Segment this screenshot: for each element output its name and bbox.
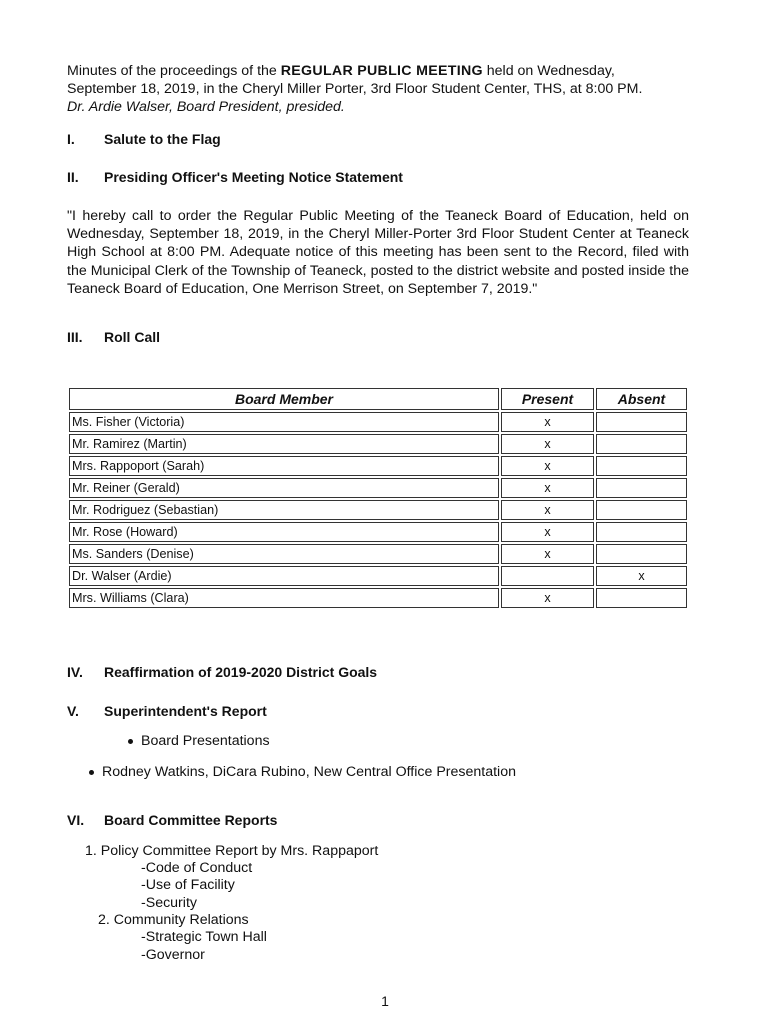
present-mark: x xyxy=(501,456,594,476)
member-name: Dr. Walser (Ardie) xyxy=(69,566,499,586)
absent-mark xyxy=(596,412,687,432)
intro-paragraph xyxy=(67,62,697,116)
section-heading-5 xyxy=(67,703,267,719)
absent-mark xyxy=(596,588,687,608)
absent-mark xyxy=(596,522,687,542)
header-board-member: Board Member xyxy=(69,388,499,410)
header-present: Present xyxy=(501,388,594,410)
present-mark: x xyxy=(501,478,594,498)
present-mark xyxy=(501,566,594,586)
committee-subitem: -Governor xyxy=(141,947,205,963)
table-row xyxy=(69,456,687,476)
section-number: IV. xyxy=(67,664,83,680)
present-mark: x xyxy=(501,522,594,542)
member-name: Mr. Rose (Howard) xyxy=(69,522,499,542)
present-mark: x xyxy=(501,588,594,608)
section-number: VI. xyxy=(67,812,85,828)
table-row xyxy=(69,566,687,586)
member-name: Mrs. Williams (Clara) xyxy=(69,588,499,608)
section-number: I. xyxy=(67,131,75,147)
present-mark: x xyxy=(501,412,594,432)
table-row xyxy=(69,478,687,498)
absent-mark xyxy=(596,544,687,564)
intro-line2: September 18, 2019, in the Cheryl Miller Porter, 3rd Floor Student Center, THS, at 8:00 PM. xyxy=(67,81,643,97)
list-item xyxy=(128,733,270,749)
section-title: Presiding Officer's Meeting Notice Statement xyxy=(104,169,403,185)
member-name: Mr. Reiner (Gerald) xyxy=(69,478,499,498)
absent-mark xyxy=(596,478,687,498)
notice-statement-quote: "I hereby call to order the Regular Public Meeting of the Teaneck Board of Education, held on Wednesday, September 18, 2019, in the Cheryl Miller-Porter 3rd Floor Student Center at Teaneck High School at 8:00 PM. Adequate notice of this meeting has been sent to the Record, filed with the Municipal Clerk of the Township of Teaneck, posted to the district website and posted inside the Teaneck Board of Education, One Merrison Street, on September 7, 2019." xyxy=(67,208,689,297)
absent-mark xyxy=(596,456,687,476)
bullet-text: Rodney Watkins, DiCara Rubino, New Central Office Presentation xyxy=(102,764,516,780)
committee-subitem: -Security xyxy=(141,895,197,911)
bullet-icon xyxy=(89,770,94,775)
committee-subitem: -Code of Conduct xyxy=(141,860,253,876)
header-absent: Absent xyxy=(596,388,687,410)
present-mark: x xyxy=(501,500,594,520)
absent-mark: x xyxy=(596,566,687,586)
section-title: Salute to the Flag xyxy=(104,131,221,147)
section-number: II. xyxy=(67,169,79,185)
table-row xyxy=(69,522,687,542)
section-title: Reaffirmation of 2019-2020 District Goals xyxy=(104,664,378,680)
roll-call-table xyxy=(67,386,689,610)
committee-item-2: 2. Community Relations xyxy=(98,912,249,928)
member-name: Mrs. Rappoport (Sarah) xyxy=(69,456,499,476)
member-name: Mr. Ramirez (Martin) xyxy=(69,434,499,454)
page-number: 1 xyxy=(381,993,389,1009)
section-number: V. xyxy=(67,703,79,719)
table-row xyxy=(69,500,687,520)
present-mark: x xyxy=(501,434,594,454)
section-heading-6 xyxy=(67,812,277,828)
table-row xyxy=(69,544,687,564)
bullet-icon xyxy=(128,739,133,744)
member-name: Mr. Rodriguez (Sebastian) xyxy=(69,500,499,520)
intro-line1-rest: held on Wednesday, xyxy=(486,63,615,79)
section-title: Board Committee Reports xyxy=(104,812,278,828)
absent-mark xyxy=(596,500,687,520)
member-name: Ms. Sanders (Denise) xyxy=(69,544,499,564)
section-number: III. xyxy=(67,329,83,345)
section-heading-1 xyxy=(67,131,221,147)
section-heading-3 xyxy=(67,329,160,345)
committee-subitem: -Strategic Town Hall xyxy=(141,929,267,945)
section-title: Roll Call xyxy=(104,329,161,345)
bullet-text: Board Presentations xyxy=(141,733,270,749)
section-heading-4 xyxy=(67,664,377,680)
member-name: Ms. Fisher (Victoria) xyxy=(69,412,499,432)
intro-prefix: Minutes of the proceedings of the xyxy=(67,63,277,79)
committee-subitem: -Use of Facility xyxy=(141,877,235,893)
section-heading-2 xyxy=(67,169,403,185)
list-item xyxy=(89,764,516,780)
table-row xyxy=(69,434,687,454)
section-title: Superintendent's Report xyxy=(104,703,267,719)
table-row xyxy=(69,588,687,608)
presided-statement: Dr. Ardie Walser, Board President, presided. xyxy=(67,99,345,115)
table-row xyxy=(69,412,687,432)
committee-item-1: 1. Policy Committee Report by Mrs. Rappaport xyxy=(85,843,379,859)
present-mark: x xyxy=(501,544,594,564)
absent-mark xyxy=(596,434,687,454)
table-header-row xyxy=(69,388,687,410)
meeting-type: REGULAR PUBLIC MEETING xyxy=(280,63,483,79)
